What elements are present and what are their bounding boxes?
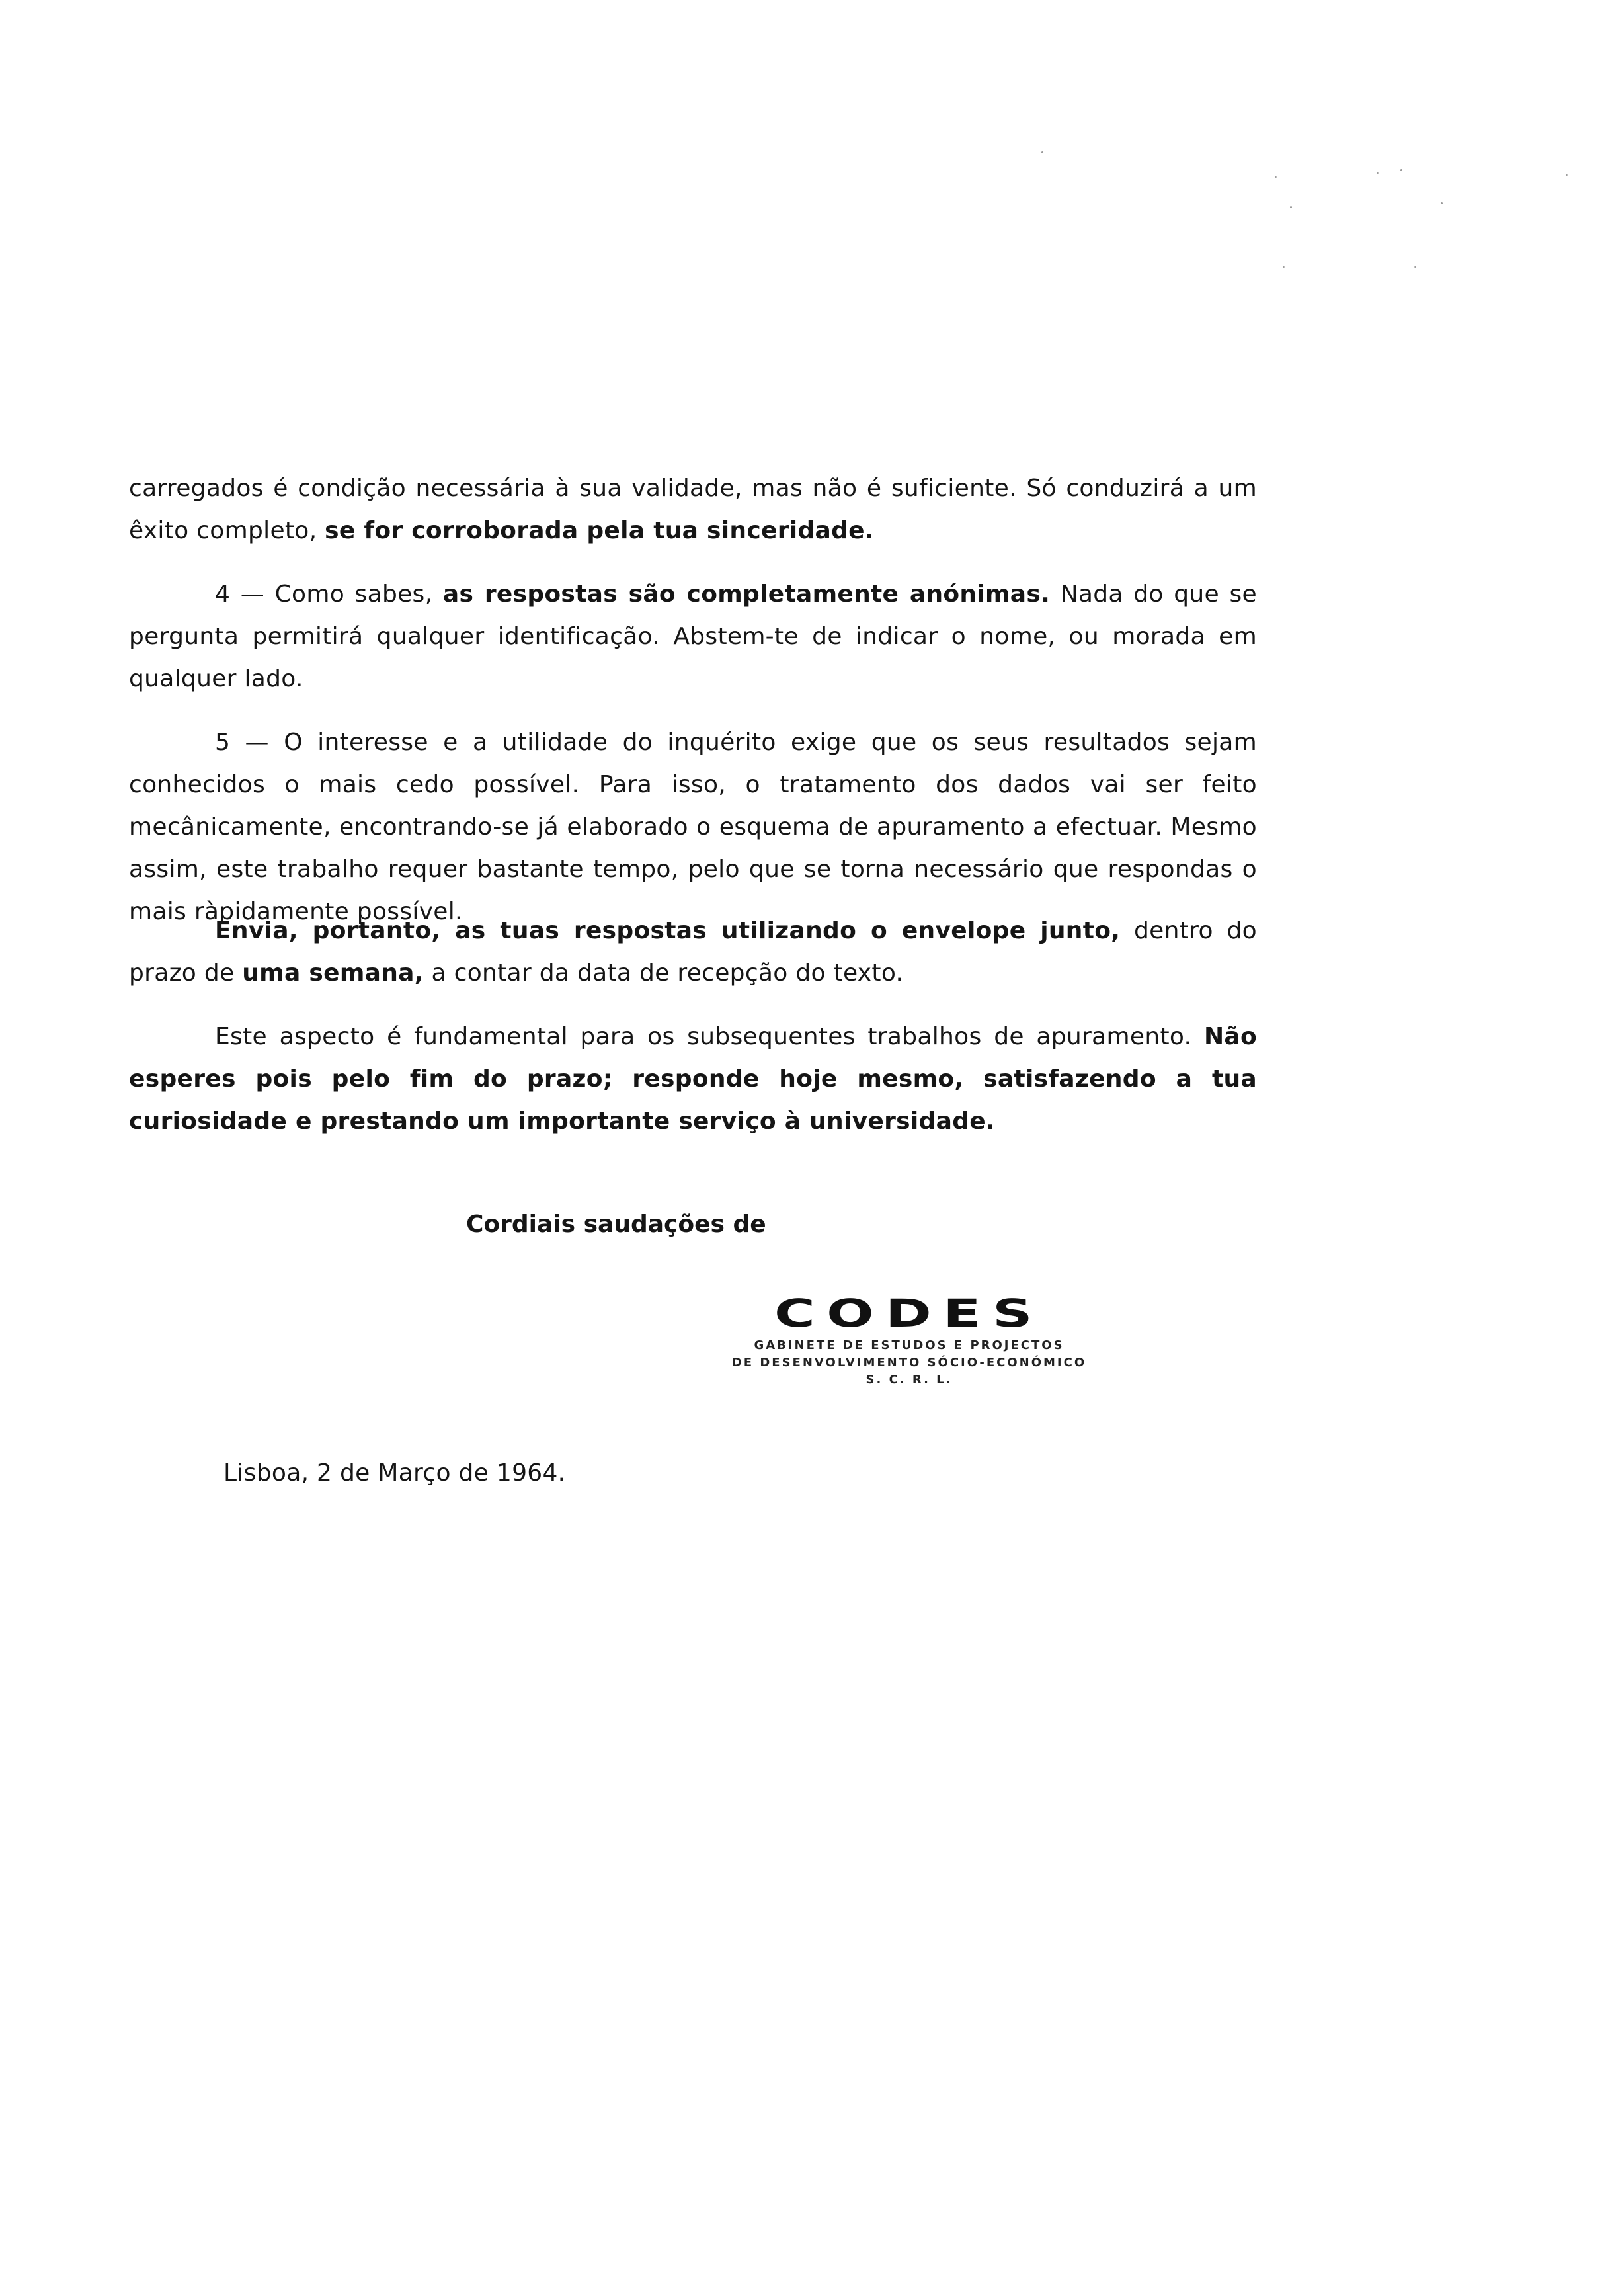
text-run: carregados é condição necessária à sua validade, mas não é suficiente. Só conduzirá a um êxito completo,: [129, 475, 1257, 544]
text-run: Este aspecto é fundamental para os subsequentes trabalhos de apuramento.: [215, 1023, 1204, 1050]
paragraph-text: [129, 910, 1257, 995]
paragraph-envia: [129, 910, 1257, 995]
text-run: dentro do prazo de: [129, 917, 1257, 987]
signature-line-2: DE DESENVOLVIMENTO SÓCIO-ECONÓMICO: [731, 1356, 1087, 1370]
text-run: Como sabes,: [274, 581, 443, 608]
paragraph-number: 5 —: [215, 729, 284, 756]
scan-speck: [1414, 266, 1416, 268]
signature-line-1: GABINETE DE ESTUDOS E PROJECTOS: [754, 1338, 1065, 1352]
paragraph-5: [129, 721, 1257, 933]
scan-speck: [1377, 172, 1379, 174]
codes-logo: CODES: [774, 1291, 1045, 1336]
scan-speck: [1275, 176, 1277, 178]
bold-text-run: Não esperes pois pelo fim do prazo; responde hoje mesmo, satisfazendo a tua curiosidade e prestando um importante serviço à universidade.: [129, 1023, 1257, 1135]
bold-text-run: se for corroborada pela tua sinceridade.: [325, 517, 874, 544]
signature-line-3: S. C. R. L.: [865, 1373, 953, 1387]
text-run: a contar da data de recepção do texto.: [423, 960, 904, 987]
bold-text-run: as respostas são completamente anónimas.: [442, 581, 1051, 608]
paragraph-text: [129, 721, 1257, 933]
scan-speck: [1041, 151, 1043, 153]
scan-speck: [1441, 202, 1443, 204]
bold-text-run: Envia, portanto, as tuas respostas utilizando o envelope junto,: [215, 917, 1121, 944]
paragraph-text: [129, 468, 1257, 552]
paragraph-aspecto: [129, 1016, 1257, 1143]
text-run: Nada do que se pergunta permitirá qualquer identificação. Abstem-te de indicar o nome, ou morada em qualquer lado.: [129, 581, 1258, 692]
scan-speck: [1400, 169, 1402, 171]
signature-block: [711, 1290, 1107, 1389]
date-line: Lisboa, 2 de Março de 1964.: [223, 1459, 566, 1487]
text-run: O interesse e a utilidade do inquérito exige que os seus resultados sejam conhecidos o mais cedo possível. Para isso, o tratamento dos dados vai ser feito mecânicamente, encontrando-se já elaborado o esquema de apuramento a efectuar. Mesmo assim, este trabalho requer bastante tempo, pelo que se torna necessário que respondas o mais ràpidamente possível.: [129, 729, 1257, 925]
scan-speck: [1283, 266, 1285, 268]
paragraph-number: 4 —: [215, 581, 275, 608]
scan-speck: [1290, 206, 1292, 208]
paragraph-4: [129, 573, 1257, 700]
paragraph-text: [129, 573, 1257, 700]
paragraph-text: [129, 1016, 1257, 1143]
closing-salutation: Cordiais saudações de: [466, 1211, 766, 1238]
scan-speck: [1566, 174, 1568, 176]
paragraph-continuation: [129, 468, 1257, 552]
bold-text-run: uma semana,: [242, 960, 424, 987]
